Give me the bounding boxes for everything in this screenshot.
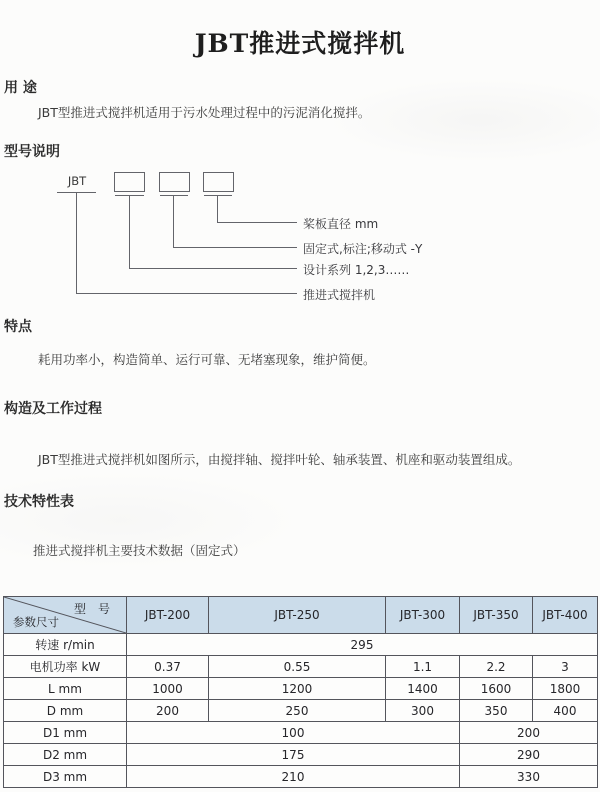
cell-power-jbt400: 3 (533, 656, 598, 678)
cell-D-jbt400: 400 (533, 700, 598, 722)
cell-D2-small: 175 (127, 744, 460, 766)
cell-L-jbt300: 1400 (386, 678, 460, 700)
section-heading-usage: 用 途 (4, 80, 37, 96)
diagram-underline-2 (160, 195, 188, 196)
table-row-D3 (4, 766, 598, 788)
cell-L-jbt350: 1600 (460, 678, 533, 700)
cell-L-jbt400: 1800 (533, 678, 598, 700)
section-heading-specs: 技术特性表 (4, 494, 74, 510)
diagram-box-1 (114, 172, 145, 192)
cell-D1-small: 100 (127, 722, 460, 744)
diagram-leader-vertical-fixed (173, 196, 174, 247)
diagram-box-3 (203, 172, 234, 192)
diagram-label-design-series: 设计系列 1,2,3…… (303, 263, 410, 277)
cell-speed-all: 295 (127, 634, 598, 656)
diagram-box-2 (159, 172, 190, 192)
cell-D2-large: 290 (460, 744, 598, 766)
table-row-speed (4, 634, 598, 656)
corner-label-model: 型 号 (73, 602, 110, 616)
column-header-jbt400: JBT-400 (533, 597, 598, 634)
table-row-L (4, 678, 598, 700)
diagram-leader-horizontal-series (129, 268, 297, 269)
diagram-leader-horizontal-machine (76, 293, 297, 294)
column-header-jbt200: JBT-200 (127, 597, 209, 634)
section-heading-construction: 构造及工作过程 (4, 401, 102, 417)
row-label: D1 mm (4, 722, 127, 744)
construction-paragraph: JBT型推进式搅拌机如图所示，由搅拌轴、搅拌叶轮、轴承装置、机座和驱动装置组成。 (38, 452, 521, 467)
column-header-jbt300: JBT-300 (386, 597, 460, 634)
diagram-label-paddle-diameter: 桨板直径 mm (303, 217, 379, 231)
cell-D-jbt200: 200 (127, 700, 209, 722)
cell-power-jbt350: 2.2 (460, 656, 533, 678)
cell-D-jbt350: 350 (460, 700, 533, 722)
cell-D-jbt300: 300 (386, 700, 460, 722)
spec-table (3, 596, 598, 788)
row-label: D mm (4, 700, 127, 722)
page-title: JBT推进式搅拌机 (194, 29, 406, 58)
cell-D3-small: 210 (127, 766, 460, 788)
row-label: 电机功率 kW (4, 656, 127, 678)
row-label: L mm (4, 678, 127, 700)
row-label: D3 mm (4, 766, 127, 788)
corner-label-parameter: 参数尺寸 (13, 615, 59, 629)
cell-power-jbt200: 0.37 (127, 656, 209, 678)
diagram-leader-vertical-paddle (217, 196, 218, 222)
diagram-label-machine-type: 推进式搅拌机 (303, 288, 376, 302)
table-corner-cell (4, 597, 127, 634)
table-row-D (4, 700, 598, 722)
cell-power-jbt300: 1.1 (386, 656, 460, 678)
row-label: 转速 r/min (4, 634, 127, 656)
usage-paragraph: JBT型推进式搅拌机适用于污水处理过程中的污泥消化搅拌。 (38, 105, 371, 120)
row-label: D2 mm (4, 744, 127, 766)
section-heading-model: 型号说明 (4, 144, 60, 160)
cell-L-jbt250: 1200 (209, 678, 386, 700)
cell-D-jbt250: 250 (209, 700, 386, 722)
cell-D3-large: 330 (460, 766, 598, 788)
table-row-D2 (4, 744, 598, 766)
diagram-prefix-jbt: JBT (67, 174, 87, 188)
features-paragraph: 耗用功率小，构造简单、运行可靠、无堵塞现象，维护简便。 (38, 352, 376, 367)
column-header-jbt350: JBT-350 (460, 597, 533, 634)
diagram-leader-vertical-machine (76, 193, 77, 293)
diagram-leader-vertical-series (129, 196, 130, 268)
cell-L-jbt200: 1000 (127, 678, 209, 700)
column-header-jbt250: JBT-250 (209, 597, 386, 634)
diagram-leader-horizontal-fixed (173, 247, 297, 248)
diagram-leader-horizontal-paddle (217, 222, 297, 223)
section-heading-features: 特点 (4, 319, 32, 335)
diagram-label-fixed-mobile: 固定式,标注;移动式 -Y (303, 242, 423, 256)
cell-power-jbt250: 0.55 (209, 656, 386, 678)
specs-caption: 推进式搅拌机主要技术数据（固定式） (33, 543, 246, 558)
table-row-motor-power (4, 656, 598, 678)
spec-table-header-row (4, 597, 598, 634)
cell-D1-large: 200 (460, 722, 598, 744)
diagram-underline-3 (204, 195, 232, 196)
table-row-D1 (4, 722, 598, 744)
